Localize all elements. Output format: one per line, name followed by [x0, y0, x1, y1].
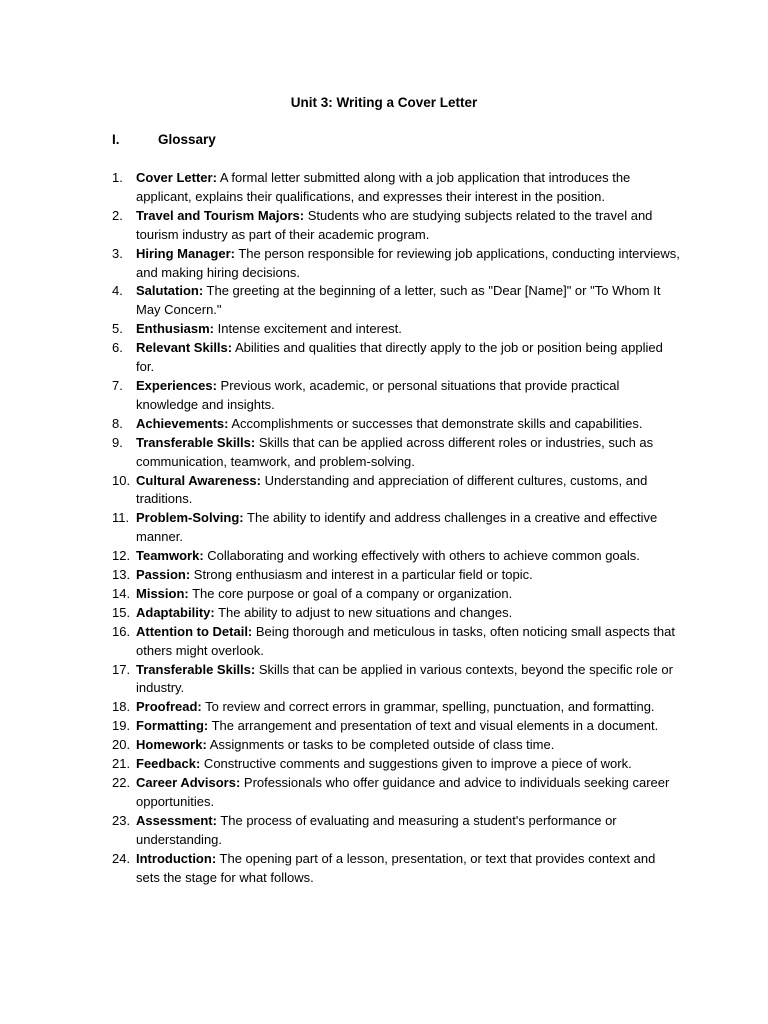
glossary-definition: The ability to adjust to new situations and changes.: [214, 604, 513, 620]
glossary-term: Cultural Awareness:: [136, 472, 261, 488]
glossary-item: [112, 604, 680, 623]
glossary-item-number: 24.: [112, 850, 131, 866]
glossary-item-number: 1.: [112, 170, 123, 185]
glossary-item: [112, 717, 680, 736]
glossary-definition: The greeting at the beginning of a letter, such as "Dear [Name]" or "To Whom It May Concern.": [136, 283, 661, 318]
glossary-term: Introduction:: [136, 850, 217, 866]
glossary-item-number: 9.: [112, 434, 123, 450]
glossary-item-number: 17.: [112, 661, 131, 677]
glossary-item-number: 4.: [112, 283, 123, 299]
glossary-item: [112, 282, 680, 320]
glossary-item: [112, 566, 680, 585]
glossary-item-number: 5.: [112, 321, 123, 337]
glossary-definition: Strong enthusiasm and interest in a particular field or topic.: [190, 567, 533, 583]
section-number: I.: [112, 132, 120, 147]
glossary-term: Relevant Skills:: [136, 340, 233, 356]
glossary-item: [112, 509, 680, 547]
glossary-definition: Understanding and appreciation of different cultures, customs, and traditions.: [136, 472, 648, 507]
glossary-definition: Constructive comments and suggestions given to improve a piece of work.: [200, 756, 632, 772]
glossary-term: Homework:: [136, 737, 207, 753]
glossary-item-number: 8.: [112, 415, 123, 431]
glossary-item: [112, 434, 680, 472]
section-heading: [112, 131, 216, 149]
glossary-definition: The ability to identify and address challenges in a creative and effective manner.: [136, 510, 658, 545]
glossary-definition: Intense excitement and interest.: [214, 321, 402, 337]
glossary-term: Attention to Detail:: [136, 623, 253, 639]
glossary-term: Passion:: [136, 567, 191, 583]
glossary-definition: The arrangement and presentation of text and visual elements in a document.: [208, 718, 659, 734]
glossary-item-number: 6.: [112, 340, 123, 356]
glossary-item: [112, 207, 680, 245]
glossary-item-number: 2.: [112, 207, 123, 223]
glossary-item-number: 18.: [112, 699, 131, 715]
glossary-definition: Previous work, academic, or personal situations that provide practical knowledge and insights.: [136, 377, 620, 412]
glossary-item-number: 7.: [112, 377, 123, 393]
glossary-item-number: 20.: [112, 737, 131, 753]
glossary-item: [112, 169, 680, 207]
glossary-term: Proofread:: [136, 699, 202, 715]
glossary-term: Assessment:: [136, 812, 217, 828]
glossary-item-number: 11.: [112, 510, 130, 526]
glossary-item: [112, 339, 680, 377]
glossary-item-number: 21.: [112, 756, 131, 772]
glossary-term: Career Advisors:: [136, 775, 241, 790]
glossary-definition: To review and correct errors in grammar, spelling, punctuation, and formatting.: [201, 699, 655, 715]
glossary-item: [112, 623, 680, 661]
glossary-item-number: 19.: [112, 718, 131, 734]
glossary-definition: Students who are studying subjects related to the travel and tourism industry as part of their academic program.: [136, 207, 653, 242]
glossary-term: Mission:: [136, 585, 189, 601]
glossary-term: Adaptability:: [136, 604, 215, 620]
glossary-item-number: 23.: [112, 812, 131, 828]
glossary-definition: The process of evaluating and measuring a student's performance or understanding.: [136, 812, 617, 847]
glossary-item-number: 10.: [112, 472, 131, 488]
glossary-term: Travel and Tourism Majors:: [136, 207, 305, 223]
glossary-item: [112, 774, 680, 812]
glossary-term: Cover Letter:: [136, 170, 217, 185]
glossary-definition: The person responsible for reviewing job applications, conducting interviews, and making hiring decisions.: [136, 245, 680, 280]
glossary-item: [112, 415, 680, 434]
glossary-term: Salutation:: [136, 283, 204, 299]
glossary-item-number: 15.: [112, 604, 131, 620]
glossary-term: Formatting:: [136, 718, 209, 734]
glossary-definition: Accomplishments or successes that demonstrate skills and capabilities.: [228, 415, 643, 431]
glossary-term: Feedback:: [136, 756, 201, 772]
glossary-definition: A formal letter submitted along with a job application that introduces the applicant, explains their qualifications, and expresses their interest in the position.: [136, 170, 631, 204]
glossary-item: [112, 547, 680, 566]
glossary-item-number: 13.: [112, 567, 131, 583]
glossary-item-number: 22.: [112, 775, 131, 790]
glossary-term: Problem-Solving:: [136, 510, 244, 526]
glossary-item: [112, 661, 680, 699]
glossary-definition: The core purpose or goal of a company or organization.: [188, 585, 513, 601]
document-title: Unit 3: Writing a Cover Letter: [290, 95, 478, 110]
glossary-definition: Abilities and qualities that directly apply to the job or position being applied for.: [136, 340, 663, 375]
glossary-item: [112, 812, 680, 850]
glossary-item: [112, 245, 680, 283]
glossary-term: Transferable Skills:: [136, 434, 256, 450]
glossary-list: [112, 169, 680, 887]
glossary-item-number: 14.: [112, 585, 131, 601]
glossary-term: Achievements:: [136, 415, 229, 431]
glossary-item: [112, 736, 680, 755]
glossary-definition: Collaborating and working effectively with others to achieve common goals.: [203, 548, 640, 564]
glossary-term: Experiences:: [136, 377, 217, 393]
glossary-item: [112, 472, 680, 510]
glossary-definition: Being thorough and meticulous in tasks, often noticing small aspects that others might overlook.: [136, 623, 676, 658]
glossary-item: [112, 585, 680, 604]
glossary-item: [112, 698, 680, 717]
glossary-definition: The opening part of a lesson, presentation, or text that provides context and sets the stage for what follows.: [136, 850, 656, 885]
glossary-term: Teamwork:: [136, 548, 204, 564]
glossary-definition: Skills that can be applied in various contexts, beyond the specific role or industry.: [136, 661, 673, 696]
glossary-definition: Skills that can be applied across different roles or industries, such as communication, teamwork, and problem-solving.: [136, 434, 654, 469]
section-title: Glossary: [158, 132, 216, 147]
glossary-definition: Professionals who offer guidance and advice to individuals seeking career opportunities.: [136, 775, 670, 809]
glossary-item-number: 16.: [112, 623, 131, 639]
glossary-item-number: 3.: [112, 245, 123, 261]
glossary-item: [112, 755, 680, 774]
glossary-item: [112, 850, 680, 888]
glossary-definition: Assignments or tasks to be completed outside of class time.: [206, 737, 555, 753]
glossary-item-number: 12.: [112, 548, 131, 564]
glossary-term: Transferable Skills:: [136, 661, 256, 677]
glossary-item: [112, 377, 680, 415]
glossary-item: [112, 320, 680, 339]
glossary-term: Hiring Manager:: [136, 245, 235, 261]
glossary-term: Enthusiasm:: [136, 321, 215, 337]
